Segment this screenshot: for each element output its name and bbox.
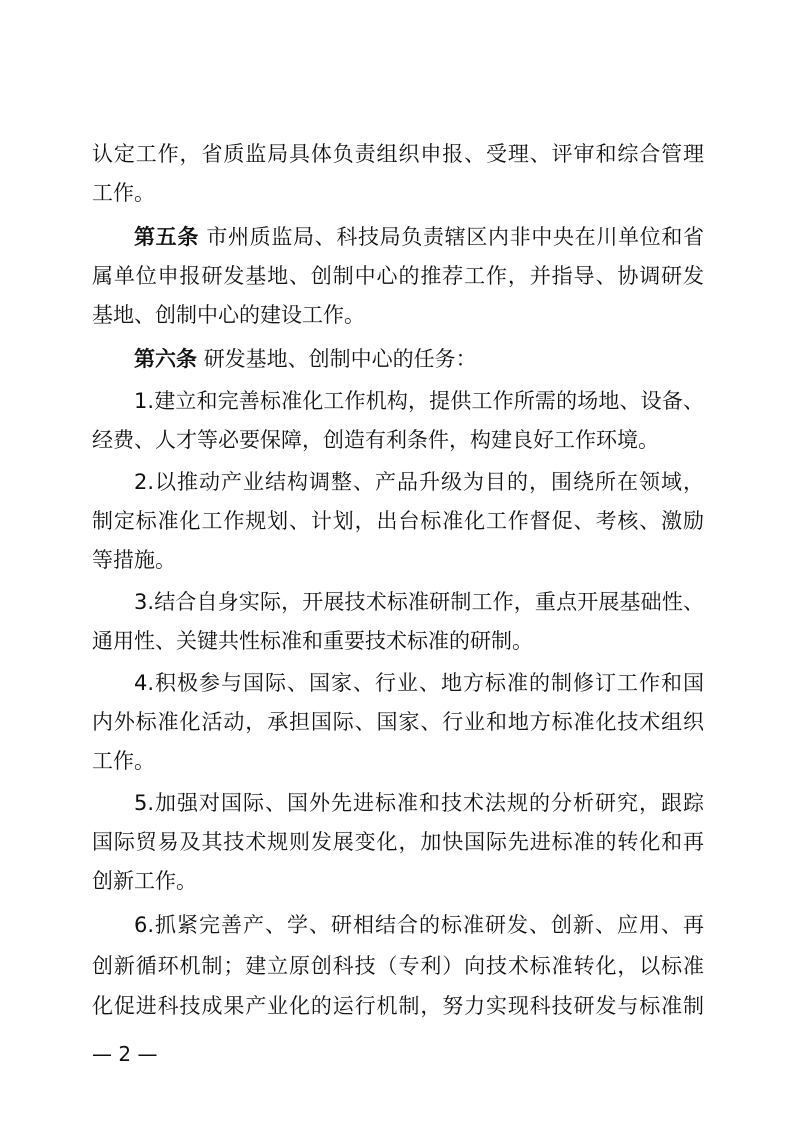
body-line: 基地、创制中心的建设工作。 <box>92 303 365 327</box>
article-6-text: 研发基地、创制中心的任务： <box>203 347 477 371</box>
body-line: 经费、人才等必要保障，创造有利条件，构建良好工作环境。 <box>92 428 659 452</box>
body-line: 制定标准化工作规划、计划，出台标准化工作督促、考核、激励 <box>92 509 704 533</box>
list-item-4: 4.积极参与国际、国家、行业、地方标准的制修订工作和国 <box>134 671 704 695</box>
article-5-paragraph <box>134 222 704 252</box>
body-line: 创新循环机制；建立原创科技（专利）向技术标准转化，以标准 <box>92 954 704 978</box>
body-line: 工作。 <box>92 749 155 773</box>
article-6-heading: 第六条 <box>134 347 197 371</box>
body-line: 属单位申报研发基地、创制中心的推荐工作，并指导、协调研发 <box>92 264 704 288</box>
list-item-1: 1.建立和完善标准化工作机构，提供工作所需的场地、设备、 <box>134 389 704 413</box>
list-item-5: 5.加强对国际、国外先进标准和技术法规的分析研究，跟踪 <box>134 791 704 815</box>
body-line: 化促进科技成果产业化的运行机制，努力实现科技研发与标准制 <box>92 994 704 1018</box>
body-line: 通用性、关键共性标准和重要技术标准的研制。 <box>92 629 533 653</box>
body-line: 工作。 <box>92 181 155 205</box>
body-line: 认定工作，省质监局具体负责组织申报、受理、评审和综合管理 <box>92 142 704 166</box>
article-5-text: 市州质监局、科技局负责辖区内非中央在川单位和省 <box>206 225 704 249</box>
body-line: 国际贸易及其技术规则发展变化，加快国际先进标准的转化和再 <box>92 830 704 854</box>
list-item-3: 3.结合自身实际，开展技术标准研制工作，重点开展基础性、 <box>134 590 704 614</box>
list-item-2: 2.以推动产业结构调整、产品升级为目的，围绕所在领域， <box>134 470 704 494</box>
page-number: — 2 — <box>92 1042 158 1066</box>
body-line: 内外标准化活动，承担国际、国家、行业和地方标准化技术组织 <box>92 710 704 734</box>
body-line: 等措施。 <box>92 548 176 572</box>
article-5-heading: 第五条 <box>134 225 199 249</box>
body-line: 创新工作。 <box>92 869 197 893</box>
list-item-6: 6.抓紧完善产、学、研相结合的标准研发、创新、应用、再 <box>134 913 704 937</box>
article-6-paragraph <box>134 344 704 374</box>
